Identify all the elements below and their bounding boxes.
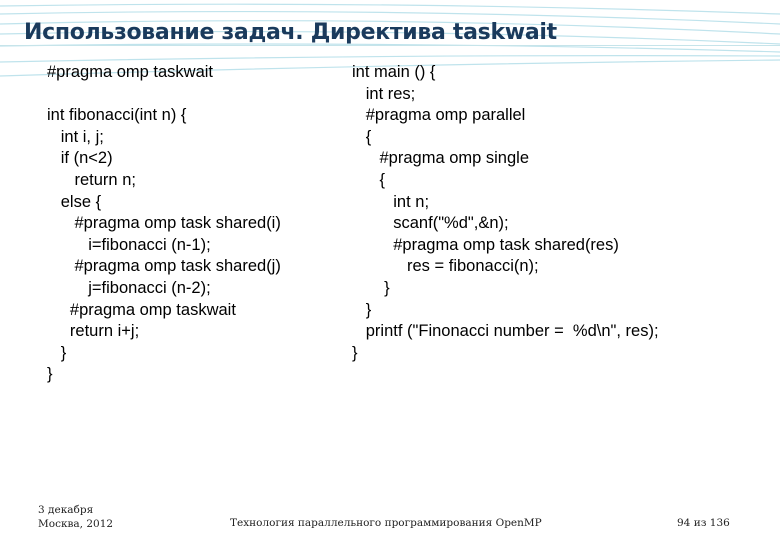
left-code-block [47,62,281,386]
code-line: #pragma omp task shared(j) [47,257,281,276]
code-line: #pragma omp taskwait [47,300,236,319]
code-line [47,84,281,106]
code-line: int res; [352,84,416,103]
code-line: int i, j; [47,127,104,146]
code-line: int main () { [352,63,436,81]
code-line: return i+j; [47,322,140,341]
code-line: int n; [352,192,430,211]
code-line: return n; [47,170,136,189]
code-line: if (n<2) [47,149,113,168]
code-line: { [352,170,386,189]
footer-page-number: 94 из 136 [677,517,730,529]
code-line: } [352,343,358,362]
code-line: res = fibonacci(n); [352,257,539,276]
code-line: #pragma omp taskwait [47,63,213,81]
footer-location-text: Москва, 2012 [38,518,114,530]
code-line: } [352,278,390,297]
code-line: #pragma omp parallel [352,106,526,125]
right-code-block [352,62,659,364]
code-line: { [352,127,372,146]
title-underline [0,45,780,46]
code-line: else { [47,192,102,211]
code-line: printf ("Finonacci number = %d\n", res); [352,322,659,341]
footer-date [38,503,113,531]
code-line: int fibonacci(int n) { [47,106,187,125]
code-line: i=fibonacci (n-1); [47,235,211,254]
code-line: scanf("%d",&n); [352,214,509,233]
code-line: #pragma omp task shared(res) [352,235,619,254]
slide-title: Использование задач. Директива taskwait [24,20,557,45]
footer-course: Технология параллельного программирования OpenMP [230,517,542,529]
code-line: } [47,365,53,384]
code-line: } [47,343,67,362]
code-line: j=fibonacci (n-2); [47,278,211,297]
code-line: #pragma omp task shared(i) [47,214,281,233]
code-line: } [352,300,372,319]
code-line: #pragma omp single [352,149,530,168]
footer-date-text: 3 декабря [38,504,94,516]
